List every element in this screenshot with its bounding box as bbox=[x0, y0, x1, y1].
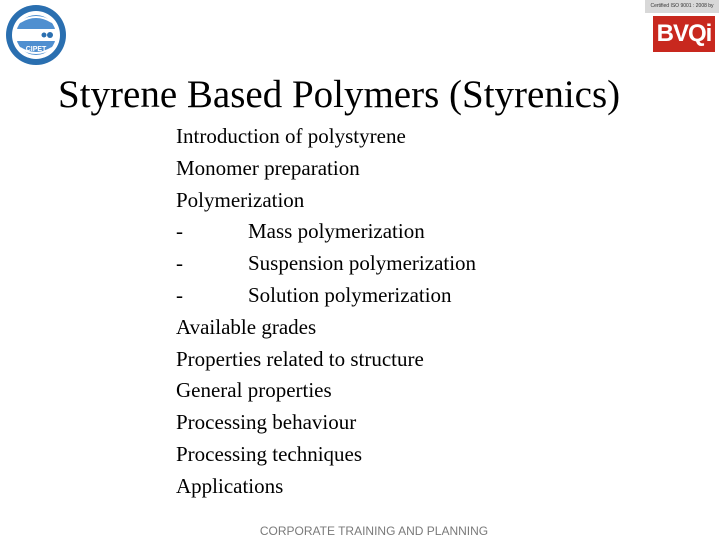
slide-title: Styrene Based Polymers (Styrenics) bbox=[58, 73, 621, 116]
bvqi-certification-logo bbox=[645, 0, 719, 54]
list-item-text: Monomer preparation bbox=[176, 155, 360, 180]
list-item bbox=[176, 439, 476, 471]
slide-footer: CORPORATE TRAINING AND PLANNING bbox=[259, 524, 489, 538]
list-item-text: Suspension polymerization bbox=[248, 251, 477, 276]
list-item bbox=[176, 344, 476, 376]
list-item-text: Applications bbox=[176, 473, 284, 498]
sub-item-dash: - bbox=[176, 219, 183, 244]
list-item-text: Available grades bbox=[176, 314, 317, 339]
list-item bbox=[176, 185, 476, 217]
list-item-text: Processing techniques bbox=[176, 441, 363, 466]
list-item-text: Mass polymerization bbox=[248, 219, 425, 244]
topic-list bbox=[176, 121, 476, 503]
list-item bbox=[176, 153, 476, 185]
list-item-text: Solution polymerization bbox=[248, 282, 452, 307]
cipet-logo-text: CIPET bbox=[25, 46, 47, 53]
list-item-text: General properties bbox=[176, 378, 332, 403]
list-item bbox=[176, 280, 476, 312]
bvqi-logo-text: BVQi bbox=[653, 16, 715, 52]
cipet-logo bbox=[2, 2, 72, 68]
sub-item-dash: - bbox=[176, 251, 183, 276]
sub-item-dash: - bbox=[176, 282, 183, 307]
list-item-text: Properties related to structure bbox=[176, 346, 424, 371]
list-item bbox=[176, 216, 476, 248]
list-item-text: Processing behaviour bbox=[176, 410, 357, 435]
list-item bbox=[176, 407, 476, 439]
list-item bbox=[176, 248, 476, 280]
certification-caption: Certified ISO 9001 : 2008 by bbox=[645, 0, 719, 13]
list-item bbox=[176, 312, 476, 344]
list-item bbox=[176, 375, 476, 407]
list-item-text: Introduction of polystyrene bbox=[176, 124, 406, 148]
list-item bbox=[176, 471, 476, 503]
list-item bbox=[176, 121, 476, 153]
list-item-text: Polymerization bbox=[176, 187, 305, 212]
